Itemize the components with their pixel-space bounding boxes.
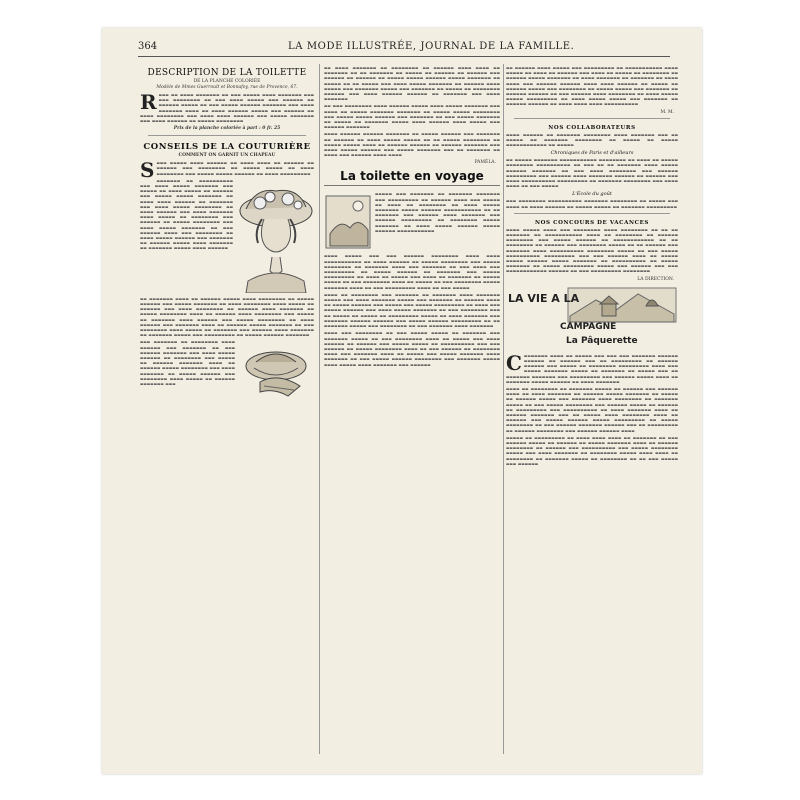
page-number: 364 bbox=[138, 41, 158, 52]
body-text: ▬▬▬▬▬▬▬ ▬▬ ▬▬▬▬▬▬▬▬▬▬ ▬▬▬ ▬▬▬▬ ▬▬▬▬▬ ▬▬▬▬▬▬▬ ▬▬▬ ▬▬▬▬▬ ▬▬ ▬▬▬▬ ▬▬▬▬▬ ▬▬ ▬▬▬▬▬▬ ▬▬▬ ▬▬▬▬▬ ▬▬▬▬▬ ▬▬▬▬▬▬▬ ▬▬ ▬▬▬▬ ▬▬▬▬ ▬▬▬▬▬▬ ▬▬ ▬▬▬▬▬▬▬ ▬▬▬ ▬▬▬▬ ▬▬▬▬▬ ▬▬▬▬▬▬▬▬ ▬▬ ▬▬▬▬ ▬▬▬▬▬▬ ▬▬▬ ▬▬▬▬ ▬▬▬▬▬▬▬ ▬▬▬▬ ▬▬▬▬▬ ▬▬ ▬▬▬▬▬▬▬▬ ▬▬▬ ▬▬▬▬▬▬ ▬▬ ▬▬▬▬▬ ▬▬▬▬▬▬▬▬ ▬▬▬ ▬▬▬▬ ▬▬▬▬▬ ▬▬▬▬▬▬▬ ▬▬ ▬▬▬ ▬▬▬▬▬▬ ▬▬▬▬ ▬▬▬ ▬▬▬▬▬▬▬▬ ▬▬ ▬▬▬▬ ▬▬▬▬▬ ▬▬▬▬▬▬ ▬▬▬ ▬▬▬▬▬▬▬ ▬▬ ▬▬▬▬▬▬ ▬▬▬▬▬ ▬▬▬▬ ▬▬▬▬▬▬▬ ▬▬ ▬▬▬▬▬▬▬ ▬▬▬▬▬ ▬▬▬▬ ▬▬▬▬▬▬ bbox=[140, 178, 233, 251]
body-text: ▬▬ ▬▬▬ ▬▬▬▬▬▬▬▬ ▬▬▬▬ ▬▬▬▬▬▬ ▬▬▬▬▬ ▬▬▬▬ ▬▬▬▬▬ ▬▬▬▬▬▬▬ ▬▬▬ ▬▬▬▬ ▬▬ ▬▬▬▬▬ ▬▬▬▬▬▬▬ ▬▬▬▬▬▬▬ ▬▬ ▬▬▬▬▬ ▬▬▬▬▬ ▬▬▬▬▬▬▬▬ ▬▬▬ ▬▬▬▬▬ ▬▬▬▬▬ ▬▬▬▬▬▬ ▬▬▬ ▬▬▬▬▬▬▬ ▬▬ ▬▬▬ ▬▬▬▬▬ ▬▬▬▬▬▬▬ ▬▬ ▬▬▬▬▬ ▬▬ ▬▬▬▬▬▬▬ ▬▬▬▬▬ ▬▬▬▬ ▬▬▬▬▬▬ ▬▬▬▬ ▬▬▬▬▬ ▬▬▬ ▬▬▬▬▬▬ ▬▬▬▬▬▬▬ bbox=[324, 104, 500, 130]
running-title: LA MODE ILLUSTRÉE, JOURNAL DE LA FAMILLE. bbox=[288, 41, 575, 52]
body-text: ▬▬▬▬ ▬▬▬▬▬ ▬▬▬▬ ▬▬▬ ▬▬▬▬▬▬▬▬ ▬▬▬▬ ▬▬▬▬▬▬▬▬ ▬▬ ▬▬ ▬▬ ▬▬▬▬▬▬▬ ▬▬ ▬▬▬▬▬▬▬▬▬▬▬ ▬▬▬▬ ▬▬ ▬▬▬▬▬▬▬▬ ▬▬ ▬▬▬▬▬▬ ▬▬▬▬▬▬▬▬ ▬▬▬ ▬▬▬▬▬ ▬▬▬▬▬▬ ▬▬ ▬▬▬▬▬▬▬▬▬▬▬▬ ▬▬ ▬▬ ▬▬▬▬▬▬▬▬ ▬▬ ▬▬▬▬▬▬ ▬▬▬ ▬▬▬▬▬▬▬▬ ▬▬▬▬▬ ▬▬ ▬▬ ▬▬▬▬▬▬ ▬▬▬ ▬▬▬▬▬▬▬ ▬▬▬▬ ▬▬▬▬▬▬▬▬▬▬ ▬▬▬▬▬▬▬▬ ▬▬▬▬▬ ▬▬ ▬▬▬ ▬▬▬▬▬ ▬▬▬▬▬▬▬▬▬▬ ▬▬▬▬▬▬▬▬▬ ▬▬▬ ▬▬▬ ▬▬▬▬▬▬ ▬▬▬▬ ▬▬ ▬▬▬▬▬ ▬▬▬▬▬ ▬▬▬▬▬▬ ▬▬▬▬▬ ▬▬▬▬▬▬▬ ▬▬ ▬▬▬▬▬▬▬▬▬▬ ▬▬ ▬▬▬▬▬ ▬▬▬▬▬▬▬ ▬▬ ▬▬▬▬▬ ▬▬▬▬▬▬▬▬▬ ▬▬▬▬▬ ▬▬▬ ▬▬▬▬▬▬ ▬▬▬ ▬▬▬ ▬▬▬▬▬▬▬▬▬▬▬▬ ▬▬▬▬▬▬ ▬▬ ▬▬▬ ▬▬▬▬▬▬▬▬▬ ▬▬▬▬▬▬▬▬ bbox=[506, 227, 678, 274]
column-right bbox=[506, 64, 678, 756]
column-rule bbox=[319, 64, 320, 754]
ecole-title: L'École du goût bbox=[572, 191, 612, 198]
travel-vignette-illustration bbox=[324, 194, 372, 250]
drop-cap: R bbox=[140, 90, 157, 114]
signature-pamela: PAMÉLA. bbox=[474, 160, 496, 166]
body-text: ▬▬▬▬ ▬▬▬▬▬▬ ▬▬▬▬▬▬ ▬▬▬▬▬▬▬ ▬▬ ▬▬▬▬▬ ▬▬▬▬▬▬ ▬▬▬ ▬▬▬▬▬▬▬ ▬▬ ▬▬▬▬▬▬ ▬▬ ▬▬▬▬ ▬▬▬▬▬ ▬▬▬▬▬ ▬▬ ▬▬ ▬▬▬▬▬ ▬▬▬▬▬▬▬▬ ▬▬ ▬▬▬▬▬ ▬▬▬▬▬ ▬▬▬▬ ▬▬ ▬▬▬▬▬▬ ▬▬▬▬▬▬ ▬▬ ▬▬▬▬▬▬ ▬▬▬▬▬▬▬ ▬▬▬ ▬▬▬▬ ▬▬▬▬▬ ▬▬▬▬▬▬ ▬▬▬ ▬▬▬▬▬ ▬▬▬▬▬▬▬ ▬▬▬ ▬▬ ▬▬▬▬▬▬▬ ▬▬ ▬▬▬▬ ▬▬▬ ▬▬▬▬▬▬ ▬▬▬▬ ▬▬▬▬ bbox=[324, 132, 500, 158]
description-subtitle: DE LA PLANCHE COLORIÉE bbox=[193, 79, 261, 84]
column-left bbox=[140, 64, 314, 756]
divider bbox=[514, 118, 670, 119]
body-text: ▬▬ ▬▬▬▬▬ ▬▬▬▬▬▬▬ ▬▬▬▬▬▬▬▬▬▬▬ ▬▬▬▬▬▬▬▬ ▬▬ ▬▬▬▬ ▬▬ ▬▬▬▬▬ ▬▬▬▬▬▬▬▬ ▬▬▬▬▬▬▬▬▬▬ ▬▬ ▬▬▬ ▬▬ ▬▬ ▬▬▬▬▬▬▬ ▬▬▬▬ ▬▬▬▬▬ ▬▬▬▬▬▬ ▬▬▬▬▬▬▬ ▬▬ ▬▬▬ ▬▬▬▬ ▬▬▬▬▬▬▬▬ ▬▬▬ ▬▬▬▬▬▬ ▬▬▬▬▬▬▬▬▬ ▬▬▬ ▬▬▬▬▬▬ ▬▬▬▬ ▬▬▬▬▬▬▬ ▬▬▬▬▬▬ ▬▬ ▬▬▬▬▬▬ ▬▬▬ ▬▬▬▬ ▬▬▬▬▬▬▬▬▬▬ ▬▬▬▬▬▬▬▬▬ ▬▬ ▬▬▬▬▬▬▬ ▬▬▬▬▬▬▬▬ ▬▬▬ ▬▬▬▬ ▬▬▬▬ ▬▬ ▬▬▬ ▬▬▬▬▬ bbox=[506, 158, 678, 189]
divider bbox=[148, 135, 306, 136]
conseils-title: CONSEILS DE LA COUTURIÈRE bbox=[143, 142, 311, 153]
body-text: ▬▬▬▬ ▬▬▬▬▬ ▬▬▬ ▬▬▬ ▬▬▬▬▬▬ ▬▬▬▬▬▬▬▬ ▬▬▬▬ ▬▬▬▬ ▬▬▬▬▬▬▬▬▬▬▬ ▬▬ ▬▬▬▬ ▬▬▬▬▬▬ ▬▬ ▬▬▬▬▬ ▬▬▬▬▬▬▬▬ ▬▬▬ ▬▬▬▬▬ ▬▬▬▬▬▬▬▬ ▬▬ ▬▬▬▬▬▬▬ ▬▬▬▬ ▬▬▬ ▬▬▬▬▬▬▬ ▬▬ ▬▬▬ ▬▬▬▬ ▬▬▬ ▬▬▬▬▬▬▬▬▬ ▬▬ ▬▬▬▬▬ ▬▬▬▬▬▬ ▬▬ ▬▬▬▬▬▬▬ ▬▬▬ ▬▬▬▬▬ ▬▬▬▬▬▬▬▬▬ ▬▬ ▬▬▬▬ ▬▬ ▬▬▬▬▬ ▬▬▬ ▬▬▬▬ ▬▬ ▬▬▬▬▬▬▬ ▬▬ ▬▬▬▬▬ ▬▬▬▬▬ ▬▬ ▬▬▬ ▬▬▬▬▬▬▬▬ ▬▬▬▬ ▬▬ ▬▬▬▬▬ ▬▬ ▬▬▬ ▬▬▬▬▬▬▬▬ ▬▬▬▬▬ ▬▬▬▬▬▬▬ ▬▬▬▬ ▬▬ ▬▬▬ ▬▬▬▬▬▬▬▬▬ ▬▬▬▬ ▬▬ ▬▬▬ ▬▬▬▬▬ bbox=[324, 254, 500, 290]
vignette-title-line1: LA VIE A LA bbox=[508, 291, 580, 305]
body-text: ▬▬ ▬▬▬▬ ▬▬▬▬▬▬▬ ▬▬ ▬▬▬▬▬▬▬▬ ▬▬ ▬▬▬▬▬▬ ▬▬▬▬ ▬▬▬▬ ▬▬ ▬▬▬▬▬▬▬ ▬▬ ▬▬ ▬▬▬▬▬▬▬ ▬▬ ▬▬▬▬▬ ▬▬ ▬▬▬▬▬▬ ▬▬ ▬▬▬▬▬▬ ▬▬▬ ▬▬▬▬▬▬ ▬▬ ▬▬▬▬▬▬ ▬▬ ▬▬▬▬▬ ▬▬▬▬▬ ▬▬▬▬▬▬ ▬▬▬▬▬ ▬▬▬▬▬▬▬ ▬▬ ▬▬▬▬▬ ▬▬ ▬▬ ▬▬▬▬▬ ▬▬▬ ▬▬▬▬ ▬▬▬▬▬ ▬▬▬▬▬▬▬ ▬▬ ▬▬▬▬▬▬ ▬▬▬▬ ▬▬▬▬▬ ▬▬▬ ▬▬▬▬▬▬▬ ▬▬▬▬▬ ▬▬▬ ▬▬▬▬▬▬▬ ▬▬ ▬▬▬▬▬ ▬▬ ▬▬▬▬▬▬▬▬ ▬▬▬▬▬▬ ▬▬▬ ▬▬▬▬ ▬▬▬▬▬▬ ▬▬▬▬▬▬ ▬▬ ▬▬▬▬▬▬▬ ▬▬▬ ▬▬▬▬ ▬▬▬▬▬▬▬ bbox=[324, 66, 500, 102]
column-middle bbox=[324, 64, 500, 756]
body-text: ▬▬▬ ▬▬▬▬▬▬▬ ▬▬ ▬▬▬▬▬▬▬▬ ▬▬▬▬ ▬▬▬▬▬▬ ▬▬▬ ▬▬▬▬▬▬▬ ▬▬ ▬▬▬ ▬▬▬▬▬▬ ▬▬▬▬▬▬▬ ▬▬▬ ▬▬▬▬ ▬▬▬▬▬ ▬▬▬▬▬▬ ▬▬ ▬▬▬▬▬▬▬▬ ▬▬▬ ▬▬▬▬▬ ▬▬ ▬▬▬▬▬▬ ▬▬▬▬▬▬▬ ▬▬▬▬ ▬▬ ▬▬▬▬▬▬ ▬▬▬▬▬ ▬▬▬▬▬▬▬▬ ▬▬▬ ▬▬▬▬ ▬▬▬▬▬▬▬ ▬▬ ▬▬▬▬▬ ▬▬▬▬▬▬ ▬▬▬ ▬▬▬▬▬▬▬▬ ▬▬▬▬ ▬▬▬▬▬ ▬▬ ▬▬▬▬▬▬ ▬▬▬▬▬▬▬ ▬▬▬ bbox=[140, 340, 235, 387]
body-text: R ▬▬▬ ▬▬ ▬▬▬▬ ▬▬▬▬▬▬▬ ▬▬ ▬▬▬ ▬▬▬▬▬ ▬▬▬▬ ▬▬▬▬▬▬▬ ▬▬▬ ▬▬▬ ▬▬▬▬▬▬▬▬ ▬▬ ▬▬▬ ▬▬▬▬ ▬▬▬▬▬ ▬▬▬ ▬▬▬▬▬▬ ▬▬ ▬▬▬▬▬▬ ▬▬▬▬▬ ▬▬ ▬▬▬ ▬▬▬▬▬ ▬▬▬▬▬▬ ▬▬▬▬▬▬▬ ▬▬▬ ▬▬▬▬ ▬▬▬▬▬▬▬ ▬▬▬▬ ▬▬ ▬▬▬▬ ▬▬▬▬▬▬ ▬▬▬▬▬ ▬▬▬ ▬▬▬▬▬▬ ▬▬ ▬▬▬▬ ▬▬▬▬▬▬▬▬ ▬▬▬ ▬▬▬▬ ▬▬▬▬ ▬▬▬▬▬▬ ▬▬▬ ▬▬▬▬▬ ▬▬▬▬▬▬▬ ▬▬▬ ▬▬▬▬ ▬▬▬▬▬▬ ▬▬ ▬▬▬▬▬ ▬▬▬▬▬▬▬▬ bbox=[140, 90, 314, 124]
body-text: C ▬▬▬▬▬▬▬ ▬▬▬▬ ▬▬ ▬▬▬▬▬ ▬▬▬ ▬▬▬ ▬▬▬ ▬▬▬▬▬▬▬ ▬▬▬▬▬▬ ▬▬▬▬▬▬ ▬▬ ▬▬▬▬▬▬ ▬▬▬ ▬▬ ▬▬▬▬▬▬▬▬▬ ▬▬ ▬▬▬▬▬▬ ▬▬▬▬▬▬ ▬▬▬ ▬▬▬▬▬ ▬▬ ▬▬▬▬▬▬▬▬ ▬▬▬▬▬▬▬▬▬ ▬▬▬▬ ▬▬▬ ▬▬▬▬▬ ▬▬▬▬▬▬▬ ▬▬▬▬▬ ▬▬ ▬▬▬▬▬▬▬ ▬▬ ▬▬▬▬▬ ▬▬▬ ▬▬ ▬▬▬▬▬▬▬ ▬▬▬▬▬▬▬ ▬▬▬ ▬▬▬▬▬▬▬▬▬ ▬▬▬ ▬▬▬▬▬▬ ▬▬▬▬▬ ▬▬▬▬ ▬▬ ▬▬▬▬▬▬▬ ▬▬▬▬▬ ▬▬▬▬▬▬ ▬▬ ▬▬▬▬ ▬▬▬▬▬▬▬ bbox=[506, 350, 678, 384]
divider bbox=[514, 213, 670, 214]
vignette-title-line2: CAMPAGNE bbox=[560, 321, 617, 332]
body-text: ▬▬▬▬ ▬▬▬▬▬▬ ▬▬ ▬▬▬▬▬▬▬ ▬▬▬▬▬▬▬▬ ▬▬▬▬ ▬▬▬▬▬▬▬ ▬▬▬ ▬▬ ▬▬▬▬▬ ▬▬ ▬▬▬▬▬▬▬ ▬▬▬▬▬▬▬▬ ▬▬ ▬▬▬▬▬ ▬▬ ▬▬▬▬▬ ▬▬▬▬▬▬▬▬▬▬▬▬ ▬▬ ▬▬▬▬▬ bbox=[506, 132, 678, 148]
chroniques-title: Chroniques de Paris et d'ailleurs bbox=[550, 150, 634, 157]
body-text: ▬▬▬▬ ▬▬▬ ▬▬▬▬▬▬▬▬ ▬▬ ▬▬▬ ▬▬▬▬▬ ▬▬▬▬▬ ▬▬ ▬▬▬▬▬▬▬ ▬▬▬ ▬▬▬▬▬▬▬ ▬▬▬▬▬ ▬▬ ▬▬▬ ▬▬▬▬▬▬▬▬ ▬▬▬▬ ▬▬ ▬▬▬▬▬ ▬▬▬ ▬▬▬▬ ▬▬▬▬▬▬ ▬▬ ▬▬▬▬▬▬ ▬▬▬ ▬▬▬▬▬ ▬▬▬▬▬ ▬▬ ▬▬▬▬▬▬▬▬▬▬ ▬▬▬ ▬▬▬ ▬▬▬▬▬▬ ▬▬ ▬▬▬▬▬ ▬▬▬▬▬▬▬▬ ▬▬▬▬ ▬▬ ▬▬▬ ▬▬▬▬▬▬ ▬▬ ▬▬▬▬▬▬▬▬ ▬▬▬▬ ▬▬▬ ▬▬▬▬▬▬▬ ▬▬▬▬ ▬▬ ▬▬▬▬▬ ▬▬▬ ▬▬▬▬▬ ▬▬▬▬▬▬▬ ▬▬▬▬ ▬▬▬▬▬▬▬ ▬▬ ▬▬▬ ▬▬▬▬▬ ▬▬▬▬▬▬ ▬▬▬▬▬▬▬▬ ▬▬▬ ▬▬▬▬▬▬▬ ▬▬▬▬▬ ▬▬▬▬ ▬▬▬▬▬ ▬▬▬▬ ▬▬▬▬▬▬▬ ▬▬▬ ▬▬▬▬▬▬ bbox=[324, 331, 500, 367]
drop-cap: S bbox=[140, 158, 155, 183]
collaborateurs-title: NOS COLLABORATEURS bbox=[548, 124, 636, 131]
body-text: ▬▬▬ ▬▬▬▬▬▬▬▬ ▬▬▬▬▬▬▬▬▬▬ ▬▬▬▬▬▬▬ ▬▬▬▬▬▬▬▬ ▬▬ ▬▬▬▬▬ ▬▬▬ ▬▬▬▬ ▬▬ ▬▬▬▬ ▬▬▬▬▬▬ ▬▬ ▬▬▬▬▬ ▬▬▬▬▬ ▬▬ ▬▬▬▬▬▬▬ ▬▬▬▬▬▬▬▬▬ bbox=[506, 199, 678, 209]
body-text: ▬▬ ▬▬▬▬▬▬▬ ▬▬▬▬ ▬▬ ▬▬▬▬▬▬ ▬▬▬▬▬ ▬▬▬▬ ▬▬▬▬▬▬▬▬ ▬▬ ▬▬▬▬▬ ▬▬▬▬▬▬ ▬▬▬ ▬▬▬▬▬ ▬▬▬▬▬▬▬ ▬▬ ▬▬▬▬ ▬▬▬▬▬▬▬▬ ▬▬▬▬ ▬▬▬▬▬ ▬▬ ▬▬▬▬▬▬ ▬▬▬ ▬▬▬▬ ▬▬▬▬▬▬▬▬ ▬▬ ▬▬▬▬▬▬ ▬▬▬▬ ▬▬▬▬▬▬▬ ▬▬ ▬▬▬▬▬ ▬▬▬▬▬▬▬▬ ▬▬▬▬ ▬▬ ▬▬▬▬▬▬ ▬▬▬▬ ▬▬▬▬▬▬▬▬ ▬▬▬ ▬▬▬▬▬ ▬▬ ▬▬▬▬▬▬▬ ▬▬▬▬ ▬▬▬▬▬▬ ▬▬▬ ▬▬▬▬▬ ▬▬▬▬▬▬▬▬ ▬▬ ▬▬▬▬ ▬▬▬▬▬▬ ▬▬▬ ▬▬▬▬▬▬▬ ▬▬▬▬ ▬▬ ▬▬▬▬▬▬ ▬▬▬▬▬ ▬▬▬▬▬▬▬ ▬▬ ▬▬▬ ▬▬▬▬▬▬▬▬ ▬▬▬▬ ▬▬▬▬▬ ▬▬ ▬▬▬▬▬▬▬ ▬▬▬ ▬▬▬▬▬▬ ▬▬▬▬ ▬▬▬▬▬▬▬ ▬▬ ▬▬▬▬▬▬▬ ▬▬▬▬▬ ▬▬▬ ▬▬▬▬▬▬▬▬▬ ▬▬ ▬▬▬▬▬ ▬▬▬▬▬▬ ▬▬▬▬▬▬▬ bbox=[140, 296, 314, 338]
description-byline: Modèle de Mmes Guerroult et Bonnafoy, rue de Provence, 67. bbox=[156, 85, 298, 90]
vie-campagne-vignette bbox=[506, 286, 678, 350]
signature-direction: LA DIRECTION. bbox=[637, 276, 674, 282]
vignette-title-line3: La Pâquerette bbox=[566, 335, 638, 346]
price-note: Prix de la planche coloriée à part : 0 fr. 25 bbox=[173, 126, 281, 132]
conseils-subtitle: COMMENT ON GARNIT UN CHAPEAU bbox=[178, 153, 276, 159]
body-text: ▬▬▬▬▬ ▬▬▬ ▬▬▬▬▬▬▬ ▬▬ ▬▬▬▬▬▬▬ ▬▬▬▬▬▬▬ ▬▬▬ ▬▬▬▬▬▬▬▬▬ ▬▬ ▬▬▬▬▬▬ ▬▬▬▬ ▬▬▬ ▬▬▬▬▬ ▬▬ ▬▬▬▬ ▬▬ ▬▬▬▬▬▬▬▬ ▬▬ ▬▬▬▬ ▬▬▬▬▬ ▬▬▬▬▬▬▬ ▬▬▬▬▬ ▬▬▬▬▬▬ ▬▬▬▬▬▬▬▬▬▬▬ ▬▬ ▬▬ ▬▬▬▬▬▬▬ ▬▬▬ ▬▬▬▬▬▬ ▬▬▬▬ ▬▬▬▬▬▬▬ ▬▬▬ ▬▬▬▬▬▬ ▬▬▬▬▬▬▬▬▬ ▬▬ ▬▬▬▬▬▬▬▬ ▬▬▬▬▬ ▬▬▬▬▬▬▬ ▬▬ ▬▬▬▬ ▬▬▬▬▬ ▬▬▬▬▬▬ ▬▬▬▬▬ ▬▬▬▬▬▬ ▬▬▬▬▬▬▬▬▬▬▬ bbox=[375, 192, 500, 233]
section-title-toilette-voyage: La toilette en voyage bbox=[324, 169, 500, 186]
description-title: DESCRIPTION DE LA TOILETTE bbox=[147, 68, 307, 78]
body-text: S ▬▬▬ ▬▬▬▬▬ ▬▬▬▬ ▬▬▬▬▬▬ ▬▬ ▬▬▬▬ ▬▬▬▬ ▬▬ ▬▬▬▬▬▬ ▬▬ ▬▬▬▬▬▬ ▬▬▬ ▬▬▬▬▬▬▬▬ ▬▬ ▬▬▬▬▬ ▬▬▬▬▬ ▬▬ ▬▬▬▬ ▬▬▬▬▬▬▬▬ ▬▬▬ ▬▬▬▬▬ ▬▬▬▬▬ ▬▬▬▬▬▬ ▬▬ ▬▬▬▬ ▬▬▬▬▬▬▬▬▬ bbox=[140, 158, 314, 183]
body-text: ▬▬▬▬▬ ▬▬ ▬▬▬▬▬▬▬▬▬ ▬▬ ▬▬▬▬ ▬▬▬▬ ▬▬▬▬ ▬▬ ▬▬▬▬▬▬▬ ▬▬ ▬▬▬ ▬▬▬▬▬▬ ▬▬▬▬▬ ▬▬ ▬▬▬▬▬▬ ▬▬ ▬▬▬▬▬ ▬▬▬▬▬▬▬ ▬▬▬▬ ▬▬ ▬▬▬▬▬▬ ▬▬▬▬▬▬▬▬ ▬▬ ▬▬▬▬▬▬ ▬▬▬ ▬▬▬▬▬▬▬▬▬▬ ▬▬▬ ▬▬▬▬▬ ▬▬▬▬▬▬▬▬ ▬▬▬▬▬ ▬▬▬ ▬▬▬▬ ▬▬▬▬▬▬▬ ▬▬ ▬▬▬▬▬▬▬▬ ▬▬▬▬▬ ▬▬▬▬ ▬▬▬▬ ▬▬ ▬▬▬▬▬▬▬▬ ▬▬ ▬▬▬▬▬▬▬ ▬▬▬▬▬ ▬▬ ▬▬▬▬▬▬▬▬ ▬▬ ▬▬ ▬▬▬ ▬▬▬▬▬ ▬▬▬ ▬▬▬▬▬▬ bbox=[506, 435, 678, 466]
signature-mm: M. M. bbox=[660, 109, 674, 115]
magazine-page bbox=[102, 28, 702, 774]
header-rule bbox=[138, 56, 670, 57]
column-rule bbox=[503, 64, 504, 754]
drop-cap: C bbox=[506, 350, 522, 375]
body-text: ▬▬▬▬ ▬▬ ▬▬▬▬▬▬▬▬ ▬▬ ▬▬▬▬▬▬▬ ▬▬▬▬▬ ▬▬ ▬▬▬▬▬▬ ▬▬▬ ▬▬▬▬▬▬ ▬▬▬▬ ▬▬ ▬▬▬▬ ▬▬▬▬▬▬▬ ▬▬ ▬▬▬▬▬▬ ▬▬▬▬▬ ▬▬▬▬▬▬▬ ▬▬ ▬▬▬▬▬ ▬▬ ▬▬▬▬▬▬ ▬▬▬▬▬ ▬▬▬ ▬▬▬▬▬▬▬ ▬▬▬▬ ▬▬▬▬▬▬▬▬ ▬▬ ▬▬▬▬▬▬▬ ▬▬▬▬▬ ▬▬ ▬▬▬ ▬▬▬▬▬ ▬▬▬▬▬▬▬▬ ▬▬▬ ▬▬▬▬▬▬ ▬▬▬▬▬ ▬▬ ▬▬▬▬▬▬ ▬▬ ▬▬▬▬▬▬▬▬▬ ▬▬▬ ▬▬▬▬▬▬▬▬▬▬ ▬▬ ▬▬▬▬ ▬▬▬▬▬▬▬ ▬▬▬▬ ▬▬ ▬▬▬▬▬▬ ▬▬▬▬▬▬▬ ▬▬▬ ▬▬ ▬▬▬▬▬ ▬▬▬▬ ▬▬▬▬▬▬▬▬ ▬▬▬▬ ▬▬ ▬▬▬▬▬▬ ▬▬▬ ▬▬▬▬▬ ▬▬▬▬▬▬ ▬▬▬▬▬ ▬▬▬▬▬▬▬▬▬ ▬▬ ▬▬▬▬▬ ▬▬▬▬▬▬▬▬ ▬▬ ▬▬▬ ▬▬▬▬▬▬ ▬▬▬▬▬▬▬ ▬▬▬▬▬▬ ▬▬▬ ▬▬ ▬▬▬▬▬▬▬▬▬ ▬▬ ▬▬▬▬▬▬ ▬▬▬▬▬▬▬▬ ▬▬▬ ▬▬▬▬▬▬ ▬▬▬▬▬▬ ▬▬▬▬ bbox=[506, 386, 678, 433]
body-text: ▬▬ ▬▬▬▬▬▬ ▬▬▬▬ ▬▬▬▬▬ ▬▬▬ ▬▬▬▬▬▬▬▬▬ ▬▬ ▬▬▬▬▬▬▬▬▬▬▬ ▬▬▬▬ ▬▬▬▬▬ ▬▬ ▬▬▬▬ ▬▬ ▬▬▬▬▬▬ ▬▬▬ ▬▬▬▬ ▬▬ ▬▬▬▬▬ ▬▬ ▬▬▬▬▬▬▬▬ ▬▬ ▬▬▬▬▬▬ ▬▬▬▬▬ ▬▬▬▬▬▬▬ ▬▬ ▬▬▬▬ ▬▬▬▬▬▬▬ ▬▬ ▬▬▬▬▬▬▬ ▬▬ ▬▬▬▬ ▬▬▬▬ ▬▬▬ ▬▬▬▬▬▬ ▬▬▬▬▬▬ ▬▬▬▬ ▬▬▬▬ ▬▬▬▬▬▬ ▬▬ ▬▬▬▬▬ ▬▬ ▬▬▬▬▬▬ ▬▬▬▬▬ ▬▬▬ ▬▬▬▬▬▬▬▬ ▬▬ ▬▬▬▬▬ ▬▬▬▬▬ ▬▬▬ ▬▬▬▬▬▬▬ ▬▬ ▬▬▬▬▬▬ ▬▬▬▬▬▬ ▬▬ ▬▬▬ ▬▬▬▬▬▬ ▬▬▬▬ ▬▬▬▬▬▬▬▬ ▬▬ ▬▬▬▬ ▬▬▬▬▬ ▬▬▬▬▬ ▬▬▬▬▬▬▬▬▬ ▬▬ ▬▬▬▬ ▬▬▬▬▬ ▬▬▬▬▬ ▬▬▬ ▬▬▬▬▬▬▬ ▬▬ ▬▬▬▬▬▬ ▬▬▬▬▬▬ ▬▬ ▬▬▬▬ ▬▬▬▬ ▬▬▬▬ ▬▬▬▬▬▬▬▬▬▬ bbox=[506, 66, 678, 107]
body-text: ▬▬▬▬ ▬▬ ▬▬▬▬▬▬▬▬ ▬▬▬ ▬▬▬▬▬▬▬ ▬▬ ▬▬▬▬▬▬▬ ▬▬▬▬ ▬▬▬▬▬▬▬ ▬▬▬▬▬ ▬▬▬ ▬▬▬▬ ▬▬▬▬▬▬▬ ▬▬▬▬▬ ▬▬▬ ▬▬▬▬▬▬▬ ▬▬ ▬▬▬▬▬▬ ▬▬▬▬ ▬▬ ▬▬▬▬▬ ▬▬▬▬▬▬ ▬▬▬ ▬▬▬▬▬ ▬▬▬ ▬▬▬▬▬ ▬▬▬▬▬▬▬▬▬ ▬▬ ▬▬▬▬ ▬▬▬ ▬▬▬▬▬ ▬▬▬▬▬▬ ▬▬▬ ▬▬▬▬ ▬▬▬▬▬ ▬▬▬▬▬▬▬ ▬▬ ▬▬▬ ▬▬▬▬▬▬▬▬ ▬▬▬ ▬▬ ▬▬▬▬▬ ▬▬ ▬▬▬▬▬ ▬▬ ▬▬▬▬▬▬▬▬▬ ▬▬▬▬▬ ▬▬ ▬▬▬▬ ▬▬▬▬▬▬▬ ▬▬▬ ▬▬▬▬▬▬▬ ▬▬▬▬▬▬ ▬▬▬▬▬▬ ▬▬▬ ▬▬▬▬▬ ▬▬▬▬▬▬ ▬▬▬▬▬▬▬▬▬ ▬▬ ▬▬ ▬▬▬▬▬▬▬ ▬▬▬▬▬ ▬▬▬ ▬▬▬▬▬▬▬▬ ▬▬ ▬▬▬ ▬▬▬▬▬▬▬ ▬▬▬▬ ▬▬▬▬▬▬▬ bbox=[324, 292, 500, 329]
concours-title: NOS CONCOURS DE VACANCES bbox=[535, 219, 649, 226]
hat-illustration-1 bbox=[238, 342, 314, 400]
hat-lady-illustration bbox=[236, 181, 314, 293]
